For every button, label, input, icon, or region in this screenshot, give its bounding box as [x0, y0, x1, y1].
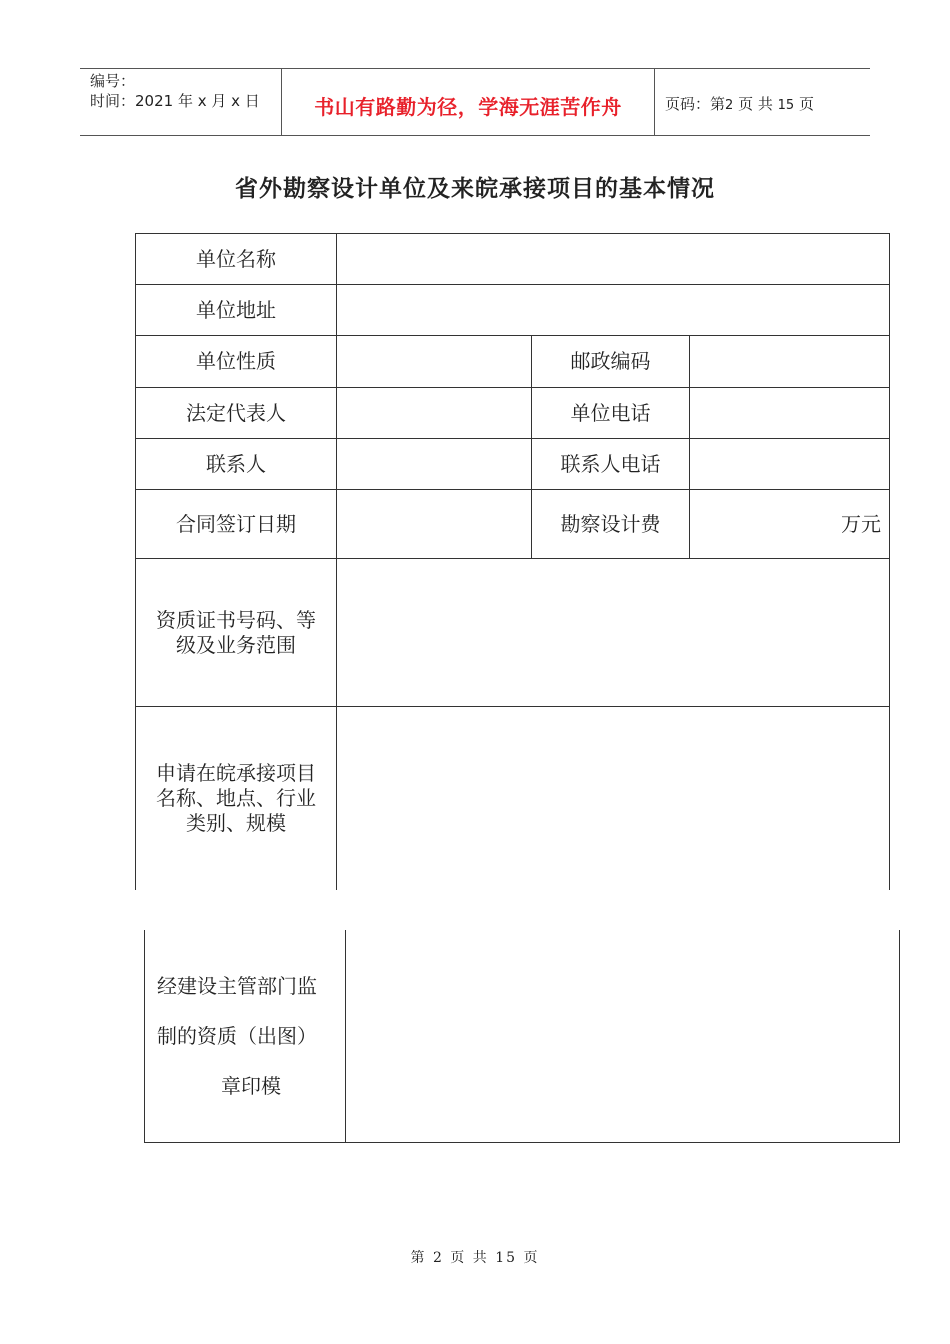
table-row [145, 930, 900, 1142]
table-row [136, 234, 890, 285]
unit-address-field[interactable] [337, 285, 890, 336]
unit-phone-label: 单位电话 [532, 388, 690, 439]
project-label-line: 名称、地点、行业 [156, 785, 316, 810]
page-mid: 页 共 [738, 95, 773, 113]
postal-code-field[interactable] [690, 336, 890, 388]
project-label-line: 申请在皖承接项目 [156, 760, 316, 785]
table-row [136, 559, 890, 707]
page-total: 15 [777, 98, 795, 113]
contact-phone-label: 联系人电话 [532, 439, 690, 490]
table-row [136, 336, 890, 388]
unit-phone-field[interactable] [690, 388, 890, 439]
contact-field[interactable] [337, 439, 532, 490]
project-field[interactable] [337, 707, 890, 890]
page-label: 页码：第 [665, 95, 726, 113]
contact-phone-field[interactable] [690, 439, 890, 490]
document-number-label: 编号： [90, 72, 136, 90]
project-label [136, 707, 337, 890]
table-row [136, 285, 890, 336]
document-time-label: 时间：2021 年 x 月 x 日 [90, 92, 260, 110]
header-divider [654, 69, 655, 135]
seal-label [145, 930, 346, 1142]
legal-rep-label: 法定代表人 [136, 388, 337, 439]
table-row [136, 439, 890, 490]
qualification-field[interactable] [337, 559, 890, 707]
survey-fee-field[interactable] [690, 490, 890, 559]
seal-label-line: 制的资质（出图） [157, 1023, 317, 1048]
page-title: 省外勘察设计单位及来皖承接项目的基本情况 [235, 175, 715, 202]
page-current: 2 [725, 98, 734, 113]
unit-name-field[interactable] [337, 234, 890, 285]
page-footer: 第 2 页 共 15 页 [410, 1250, 540, 1266]
survey-fee-label: 勘察设计费 [532, 490, 690, 559]
qualification-label [136, 559, 337, 707]
unit-name-label: 单位名称 [136, 234, 337, 285]
info-form-table [135, 233, 890, 890]
header-meta [90, 71, 260, 111]
page-header [80, 68, 870, 136]
seal-form-table [144, 930, 900, 1143]
contract-date-label: 合同签订日期 [136, 490, 337, 559]
qualification-label-line: 资质证书号码、等 [156, 607, 316, 632]
table-row [136, 388, 890, 439]
table-row [136, 707, 890, 890]
unit-nature-field[interactable] [337, 336, 532, 388]
project-label-line: 类别、规模 [186, 810, 286, 835]
table-row [136, 490, 890, 559]
qualification-label-line: 级及业务范围 [176, 632, 296, 657]
unit-address-label: 单位地址 [136, 285, 337, 336]
page-end: 页 [798, 95, 814, 113]
legal-rep-field[interactable] [337, 388, 532, 439]
header-page-indicator [665, 93, 814, 114]
postal-code-label: 邮政编码 [532, 336, 690, 388]
fee-unit: 万元 [841, 511, 882, 536]
contract-date-field[interactable] [337, 490, 532, 559]
header-motto: 书山有路勤为径，学海无涯苦作舟 [314, 95, 622, 119]
unit-nature-label: 单位性质 [136, 336, 337, 388]
contact-label: 联系人 [136, 439, 337, 490]
seal-label-line: 经建设主管部门监 [157, 973, 317, 998]
seal-field[interactable] [346, 930, 900, 1142]
seal-label-line: 章印模 [221, 1073, 281, 1098]
